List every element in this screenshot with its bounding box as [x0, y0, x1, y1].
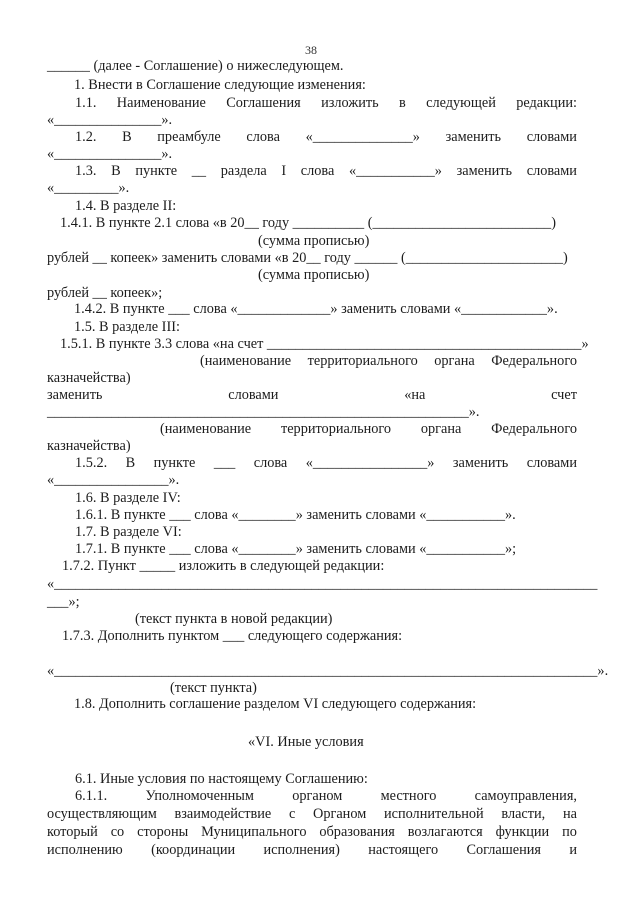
word: органом: [292, 788, 343, 804]
text-line: (сумма прописью): [258, 267, 370, 283]
text-line: ___»;: [47, 594, 80, 610]
word: по: [562, 824, 577, 840]
word: В: [111, 163, 121, 179]
word: территориального: [307, 353, 418, 369]
word: преамбуле: [157, 129, 221, 145]
word: Наименование: [116, 95, 206, 111]
text-line: 1.7.3. Дополнить пунктом ___ следующего содержания:: [62, 628, 403, 644]
word: Уполномоченным: [145, 788, 254, 804]
text-line: рублей __ копеек»;: [47, 285, 163, 301]
text-line: 1.4.1. В пункте 2.1 слова «в 20__ году __________ (_________________________): [60, 215, 556, 231]
text-line: «________________».: [47, 472, 180, 488]
word: «________________»: [305, 455, 435, 471]
word: в: [398, 95, 406, 111]
text-line: 1.4.2. В пункте ___ слова «_____________» заменить словами «____________».: [74, 301, 558, 317]
word: «______________»: [305, 129, 420, 145]
word: 1.3.: [75, 163, 97, 179]
word: словами: [228, 387, 279, 403]
text-line: «_______________».: [47, 146, 173, 162]
word: словами: [526, 129, 577, 145]
text-line: [47, 824, 577, 841]
word: исполнительной: [383, 806, 484, 822]
word: 6.1.1.: [75, 788, 108, 804]
text-line: [47, 387, 577, 404]
word: власти,: [501, 806, 546, 822]
word: Соглашения: [226, 95, 301, 111]
word: В: [125, 455, 136, 471]
text-line: ______ (далее - Соглашение) о нижеследующем.: [47, 58, 344, 74]
text-line: 1.6.1. В пункте ___ слова «________» заменить словами «___________».: [75, 507, 516, 523]
text-line: казначейства): [47, 438, 131, 454]
word: (наименование: [160, 421, 252, 437]
text-line: 1.8. Дополнить соглашение разделом VI следующего содержания:: [74, 696, 477, 712]
text-line: (текст пункта в новой редакции): [135, 611, 333, 627]
word: раздела: [220, 163, 267, 179]
word: (координации: [151, 842, 236, 858]
text-line: [75, 455, 577, 472]
word: Органом: [313, 806, 367, 822]
word: счет: [551, 387, 577, 403]
text-line: «_________».: [47, 180, 130, 196]
text-line: «____________________________________________________________________________: [47, 576, 598, 592]
word: и: [569, 842, 577, 858]
text-line: «_______________».: [47, 112, 173, 128]
word: словами: [526, 163, 577, 179]
text-line: казначейства): [47, 370, 131, 386]
word: 1.2.: [75, 129, 97, 145]
word: Соглашения: [466, 842, 541, 858]
text-line: 1.7.2. Пункт _____ изложить в следующей редакции:: [62, 558, 385, 574]
text-line: 1.4. В разделе II:: [75, 198, 177, 214]
word: заменить: [47, 387, 103, 403]
text-line: 1.5.1. В пункте 3.3 слова «на счет ____________________________________________»: [60, 336, 589, 352]
word: следующей: [426, 95, 496, 111]
text-line: 1.5. В разделе III:: [74, 319, 180, 335]
word: местного: [380, 788, 437, 804]
word: слова: [246, 129, 280, 145]
text-line: 1.6. В разделе IV:: [75, 490, 181, 506]
word: ___: [213, 455, 236, 471]
word: Федерального: [491, 421, 577, 437]
page-number: 38: [305, 43, 317, 57]
word: __: [191, 163, 207, 179]
word: (наименование: [200, 353, 292, 369]
word: исполнению: [47, 842, 123, 858]
word: органа: [420, 421, 462, 437]
text-line: [160, 421, 577, 438]
section-heading: «VI. Иные условия: [248, 734, 364, 750]
text-line: [200, 353, 577, 370]
word: с: [288, 806, 296, 822]
word: пункте: [153, 455, 196, 471]
text-line: 1.7.1. В пункте ___ слова «________» заменить словами «___________»;: [75, 541, 517, 557]
text-line: 6.1. Иные условия по настоящему Соглашению:: [75, 771, 368, 787]
text-line: [75, 788, 577, 805]
word: изложить: [321, 95, 379, 111]
word: Муниципального: [201, 824, 307, 840]
word: заменить: [456, 163, 513, 179]
word: «___________»: [349, 163, 442, 179]
text-line: (текст пункта): [170, 680, 257, 696]
word: возлагаются: [407, 824, 483, 840]
text-line: [75, 163, 577, 180]
text-line: 1.7. В разделе VI:: [75, 524, 182, 540]
word: слова: [253, 455, 288, 471]
word: редакции:: [516, 95, 577, 111]
text-line: [47, 842, 577, 859]
word: 1.1.: [75, 95, 97, 111]
word: функции: [495, 824, 550, 840]
word: образования: [319, 824, 395, 840]
word: органа: [434, 353, 475, 369]
word: заменить: [452, 455, 509, 471]
word: самоуправления,: [474, 788, 577, 804]
word: стороны: [137, 824, 189, 840]
text-line: «____________________________________________________________________________».: [47, 663, 609, 679]
word: пункте: [135, 163, 178, 179]
text-line: ___________________________________________________________».: [47, 404, 480, 420]
word: исполнения): [263, 842, 340, 858]
word: I: [281, 163, 287, 179]
word: 1.5.2.: [75, 455, 108, 471]
word: территориального: [280, 421, 392, 437]
text-line: рублей __ копеек» заменить словами «в 20__ году ______ (______________________): [47, 250, 568, 266]
word: «на: [404, 387, 426, 403]
text-line: [75, 95, 577, 112]
word: со: [110, 824, 125, 840]
word: словами: [526, 455, 577, 471]
word: который: [47, 824, 98, 840]
text-line: [75, 129, 577, 146]
word: настоящего: [368, 842, 439, 858]
text-line: [47, 806, 577, 823]
word: осуществляющим: [47, 806, 157, 822]
word: В: [122, 129, 132, 145]
word: слова: [300, 163, 335, 179]
text-line: 1. Внести в Соглашение следующие изменения:: [74, 77, 366, 93]
word: заменить: [445, 129, 502, 145]
text-line: (сумма прописью): [258, 233, 370, 249]
word: Федерального: [491, 353, 577, 369]
word: на: [562, 806, 577, 822]
word: взаимодействие: [174, 806, 272, 822]
